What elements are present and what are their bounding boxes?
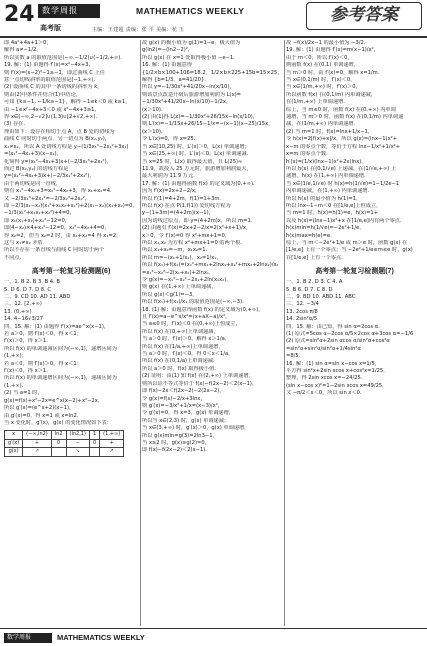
text-line: 得 x∈(−∞,2−√2]∪(1,3)∪[2+√2,+∞). <box>4 114 98 121</box>
text-line: (2) 证明：由(1) 知 f(x) 在(2,+∞) 上单调递增， <box>142 373 254 380</box>
table-cell: ↗ <box>23 448 52 456</box>
text-line: =sin²α+sin²α/sin²α+1/4sin²α <box>286 345 361 352</box>
text-line: h(x)max=h(e)=e. <box>286 232 332 239</box>
text-line: 即 f(x)−f(2x−2)＜2(x−1). <box>142 447 207 454</box>
text-line: 所以 y=−1/30x²+41/20x−ln(x/10)， <box>142 84 235 91</box>
text-line: 5. D 6. D 7. D 8. C <box>4 286 51 293</box>
column-divider-2 <box>284 40 285 626</box>
text-line: 曲线 C 同时切于两点，另一切点为 B(x₂,y₂)， <box>4 136 110 143</box>
text-line: 当 x 变化时，g′(x)，g(x) 的变化情况如下表： <box>4 419 112 426</box>
text-line: 即 −2/3(x₁−x₂)(x₁²+x₁x₂+x₂²)+2(x₁−x₂)(x₁+x₂)=0， <box>4 202 138 209</box>
text-line: 所以 f(x) 在(1/a,+∞)上单调递增， <box>142 343 224 350</box>
text-line: 令 g(x)=−x₁²−x₂²−2x₁+2ln(x₁x₂)， <box>142 277 232 283</box>
text-line: 所以 f(x₁)+f(x₂)=(x₁²+mx₁+2lnx₁+x₂²+mx₂+2lnx₂)/x₁ <box>142 262 279 269</box>
text-line: y−(1+3m)=(4+2m)(x−1)， <box>142 210 214 217</box>
text-line: 由 −1≤x²−4x+3＜0 或 x²−4x+3≥1， <box>4 106 100 113</box>
text-line: 而过 B(x₂,y₂) 的切线方程是 <box>4 165 69 172</box>
text-line: −1/3(x₁²+x₁x₂+x₂²)+4=0， <box>4 210 75 217</box>
text-line: (2) 当 a=1 时， <box>4 390 43 397</box>
text-line: (2) 原式=sin²α+2sin αcos α/sin²α+cos²α <box>286 338 390 345</box>
brand-block: 数学周报 <box>38 4 100 18</box>
text-line: (sin x−cos x)²=1−2sin xcos x=49/25. <box>286 382 384 389</box>
column-1-answers <box>4 279 138 427</box>
text-line: (2) 当 m=1 时，f(x)=lnx+1/x−1， <box>286 128 373 135</box>
text-line: 由于两切线是同一直线， <box>4 180 62 187</box>
text-line: 当 a＞0 时，f′(x)＜0，得 0＜x＜1/a， <box>142 351 234 358</box>
text-line: 若 a＞0，则 f′(x)＜0，得 x＜1； <box>4 331 82 338</box>
text-line: (1,+∞). <box>4 382 24 389</box>
text-line: 17. 解：(1) 由题得函数 f(x) 的定义域为(0,+∞). <box>142 180 255 187</box>
text-line: 即(4−x₂)×4+x₂²−12=0，x₂²−4x₂+4=0， <box>4 225 110 232</box>
text-line: 14. 4−16√3/27 <box>4 316 44 323</box>
text-line: h′(x)=(1/x)(lnx−1)x²+2x(lnx)， <box>286 158 367 165</box>
text-line: 当 x=25 时，L(x) 取得最大值，且 L(25)≈ <box>142 158 243 165</box>
text-line: 所以 h(x) 在(0,1/√e) 上递减，在(1/√e,+∞) 上 <box>286 165 397 172</box>
text-line: h(x)min=h(1/√e)=−2e²+1/e， <box>286 225 365 232</box>
table-cell: + <box>23 439 52 447</box>
text-line: 所以 lnx−1−m＜0 在[1/e,e]上恒成立， <box>286 202 382 209</box>
text-line: −1/30x²+41/20x−ln(x/10)−1/2x， <box>142 99 232 106</box>
text-line: 若 a＜0，则 f′(x)＞0，得 x＜1； <box>4 360 82 367</box>
text-line: (1,+∞)； <box>4 353 27 360</box>
answer-logo: 参考答案 <box>306 2 422 30</box>
text-line: 所以 f(x) 在点 P(1,f(1)) 处切线方程为 <box>142 202 231 209</box>
column-3-solutions <box>286 40 423 262</box>
text-line: 所以函数 f(x) 在(0,1/m) 内单调递减， <box>286 91 377 98</box>
text-line: f′(x)＜0，得 x＞1. <box>4 368 48 375</box>
text-line: 不同点. <box>4 254 22 261</box>
text-line: 令 g(x)=f(x)−2/x+3lnx， <box>142 395 206 402</box>
page-header <box>0 0 427 40</box>
text-line: 因为切线过原点，即 y=(4+2m)x，所以 m=1. <box>142 217 253 224</box>
text-line: (1) 原式=5cos α−2cos α/5×2cos α+3cos α=−1/6 <box>286 331 414 338</box>
edition-label: 高考版 <box>40 25 61 32</box>
text-line: 四、15. 解：由已知，得 sin α=2cos α. <box>286 323 380 330</box>
text-line: 内单调递减，在(1,+∞) 内单调递增. <box>286 188 370 195</box>
text-line: 四、15. 解：(1) 由题得 f′(x)=ae^x(x−1)， <box>4 323 110 330</box>
text-line: 三、12. [2,+∞) <box>4 301 42 308</box>
footer-title: MATHEMATICS WEEKLY <box>57 633 145 642</box>
text-line: 解得 {b=1/3，a=41/20}. <box>142 77 206 84</box>
text-line: =x₁²−x₂²−2(x₁+x₂)+2lnx₁. <box>142 269 211 276</box>
text-line: f′(x)＞0，得 x＞1. <box>4 338 48 345</box>
table-cell: (−∞,ln2) <box>23 431 52 439</box>
text-line: =8/5. <box>286 353 301 360</box>
text-line: 所以 f′(1)=4+2m，f(1)=1+3m. <box>142 195 222 202</box>
text-line: x−m 的零点个数，等价于方程 lnx−1/x²+1/x²+ <box>286 143 401 150</box>
text-line: 当 x≥2 时，g(x)≥g(2)=0， <box>142 439 210 446</box>
text-line: 所以当 x∈(2,3) 时，g(x) 单调递减； <box>142 417 230 424</box>
text-line: (x＞10). <box>142 128 163 135</box>
text-line: 则有 x₁²−4x₁+3=x₂²−4x₂+3，得 x₁+x₂=4. <box>4 188 112 195</box>
text-line: 在[1/e,e] 上有一个零点. <box>286 254 343 261</box>
text-line: 16. 解：(1) 由题意得 <box>142 62 193 69</box>
text-line: (2) 由(1)得 L(x)=−1/30x²+26/15x−ln(x/10)， <box>142 114 258 121</box>
table-cell: x <box>5 431 23 439</box>
text-line: 则由(2)中条件并结合(1)中结论， <box>4 91 81 98</box>
text-line: 整理，得 2sin xcos x=−24/25. <box>286 375 363 382</box>
text-line: 所以 h(x) 的最小值为 h(1)=1， <box>286 195 362 202</box>
table-cell: + <box>100 439 124 447</box>
text-line: 5. B 6. D 7. C 8. D <box>286 286 333 293</box>
text-line: 二、9. BD 10. ABD 11. ABC <box>286 294 356 300</box>
text-line: 则该景点改造升级后旅游增加利润为 L(x)= <box>142 91 242 98</box>
text-line: 19. 解：(1) 由题得 f′(x)=x²−4x+3， <box>4 62 94 69</box>
text-line: 一、1. B 2. D 3. C 4. A <box>286 279 343 286</box>
section-title-6: 高考第一轮复习检测题(6) <box>31 268 111 276</box>
column-1-solutions <box>4 40 138 262</box>
text-line: 所以 g(x)＜g(1)=−3， <box>142 291 198 298</box>
table-cell: 0 <box>89 439 99 447</box>
text-line: 13. (0,+∞) <box>4 308 32 315</box>
text-line: 所以 f(x) 在(0,+∞)上单调递减， <box>142 328 219 335</box>
column-3-answers <box>286 279 423 398</box>
text-line: 令 g′(x)=0，得 x=3，g(x) 单调递增， <box>142 410 234 417</box>
text-line: 则 g(x) 在(1,+∞) 上单调递减， <box>142 284 217 291</box>
text-line: 所以 g(x)min=g(3)=2ln3−1， <box>142 432 218 439</box>
text-line: 当 x∈(1/m,+∞) 时，f′(x)＞0， <box>286 84 361 91</box>
text-line: =(x₁²−4x₁+3)(x−x₁)， <box>4 151 62 158</box>
text-line: 所以 x₁,x₂ 为方程 x²+mx+1=0 的两个根. <box>142 239 242 246</box>
table-cell: ↘ <box>66 448 89 456</box>
text-line: 故 −f(x)/2x−1 的最小值为 −3/2. <box>286 40 366 46</box>
text-line: x=m 的零点个数. <box>286 151 328 158</box>
text-line: 递增，h(x) 在(1,+∞) 内单调递增. <box>286 173 366 180</box>
text-line: (3) 存在. <box>4 121 26 128</box>
text-line: 11.9，故投入 25 万元时，旅游增加利润最大， <box>142 165 252 172</box>
text-line: 18. (1) 解：由题意得函数 f(x) 的定义域为(0,+∞)， <box>142 306 264 313</box>
text-line: 所以 f(x) 的单调递减区间为(−∞,1)，递增区间为 <box>4 345 117 352</box>
text-line: 当 a＞0 时，f′(x)＞0，解得 x＞1/a， <box>142 336 231 343</box>
header-divider <box>0 36 427 38</box>
text-line: 则 g′(x)=−3/x²+1/x=(x−3)/x²， <box>142 402 223 409</box>
text-line: 减，在(1/m,+∞) 内单调递增. <box>286 121 356 128</box>
text-line: 所以 f(x₁)+f(x₂)/x₁ 的取值范围是(−∞,−3). <box>142 299 244 306</box>
text-line: 一、1. B 2. B 3. B 4. B <box>4 279 60 286</box>
editor-credits: 主编：王建超 责编：张 平 美编：花 玉 <box>92 27 185 33</box>
text-line: 所以 x₁+x₂=−m，x₁x₂=1. <box>142 247 208 254</box>
text-line: 所以实数 a 的取值范围是(−∞,−1/2)∪(−1/2,+∞). <box>4 54 122 61</box>
text-line: 递增，当 m＞0 时，函数 f(x) 在(0,1/m) 内单调递 <box>286 114 404 121</box>
text-line: 当 x∈(3,+∞) 时，g′(x)＞0，g(x) 单调递增， <box>142 425 250 432</box>
text-line: g(x)=f(x)+x²−2x=e^x(x−2)+x²−2x， <box>4 397 104 404</box>
text-line: 当 m=1 时，h(x)=h(1)=e，h(x)=1+ <box>286 210 379 217</box>
text-line: 平方得 sin²x+2sin xcos x+cos²x=1/25， <box>286 368 389 375</box>
text-line: 令 h(x)=2[f(x)+x]/x，所以 g(x)=(lnx−1)x²+ <box>286 136 398 143</box>
section-title-7: 高考第一轮复习检测题(7) <box>315 268 394 276</box>
table-row <box>5 448 124 456</box>
text-line: 所以 m=−(x₁+1/x₁)，x₂=1/x₁， <box>142 254 222 261</box>
page-footer <box>0 628 427 646</box>
table-cell <box>51 448 66 456</box>
column-divider-1 <box>140 40 141 626</box>
text-line: g(ln2)=−(ln2−2)²， <box>142 47 194 54</box>
text-line: 则所以证不等式等价于 f(x)−f(2x−2)＜2(x−1)， <box>142 380 258 387</box>
text-line: 19. 解：(1) 由题得 f′(x)=m(x−1)/x²， <box>286 47 379 54</box>
table-cell: 0 <box>51 439 66 447</box>
text-line: 13. 2cos π/8 <box>286 308 318 315</box>
text-line: 得 x₂=2，但当 x₂=2 时，由 x₁+x₂=4 得 x₁=2， <box>4 232 122 239</box>
text-line: y=(x₂²−4x₂+3)x+(−2/3x₂³+2x₂²)， <box>4 173 95 180</box>
table-cell: g(x) <box>5 448 23 456</box>
text-line: 即 4a²+4a+1＞0， <box>4 40 52 46</box>
text-line: 由 g′(x)=0，得 x=1 或 x=ln2. <box>4 412 79 419</box>
text-line: 可知 {k≥−1, −1/k≥−1}，解得 −1≤k＜0 或 k≥1， <box>4 99 131 106</box>
text-line: 因为 f′(x)=2x+2−2/x， <box>142 188 201 195</box>
text-line: x＞0，令 f′(x)=0 得 x²+mx+1=0， <box>142 232 230 239</box>
text-line: 解得 a≠−1/2， <box>4 47 42 54</box>
text-line: 所以不存在一条直线与曲线 C 同时切于两个 <box>4 247 105 254</box>
masthead-title: MATHEMATICS WEEKLY <box>136 6 245 16</box>
footer-brand: 数学周报 <box>4 633 52 643</box>
text-line: 理由如下：设存在相切于点 A，点 B 处的切线为 <box>4 128 115 135</box>
text-line: 当 x∈(0,1/m) 时，f′(x)＜0， <box>286 77 356 84</box>
text-line: [1/e,e] 上有一个零点；当 −2e²+1/e≤m≤e 时，g(x) <box>286 247 413 254</box>
text-line: 又 −π/2＜x＜0，所以 sin x＜0. <box>286 390 362 397</box>
table-cell: ln2 <box>51 431 66 439</box>
text-line: 故 g(x) 的极小值为 g(1)=1−e，极大值为 <box>142 40 241 46</box>
column-2-solutions <box>142 40 282 455</box>
table-cell: (1,+∞) <box>100 431 124 439</box>
text-line: 当 x∈[10,25) 时，L′(x)＞0，L(x) 单调递增； <box>142 143 250 150</box>
text-line: 以及 h(x)=(lnx−1)x²+x 在[1/e,e]内有两个零点. <box>286 217 402 224</box>
text-line: 二、9. CD 10. AD 11. ABD <box>4 294 71 300</box>
text-line: 由于 m＜0，所以 f′(x)＜0， <box>286 54 353 61</box>
table-cell: − <box>66 439 89 447</box>
text-line: 14. 2sin²α/5 <box>286 316 318 323</box>
text-line: 所以 f(x) 的单调递增区间为(−∞,1)，递减区间为 <box>4 375 117 382</box>
text-line: 最大利润为 11.9 万元. <box>142 173 195 180</box>
column-1 <box>4 40 138 626</box>
table-row <box>5 439 124 447</box>
column-3 <box>286 40 423 626</box>
text-line: 综上，当 m≤0 时，函数 f(x) 在(0,+∞) 内单调 <box>286 106 396 113</box>
text-line: 且 f′(x)=a−e^x/x²=(x+aX−a)/x²， <box>142 314 231 321</box>
variation-table <box>4 430 124 456</box>
text-line: 则 f′(x)=(x−2)²−1≥−1，即过曲线 C 上任 <box>4 69 106 76</box>
text-line: 意一点切线斜率的取值范围是[−1,+∞). <box>4 77 96 84</box>
text-line: 当 x∈(1/e,1/√e) 时 h(x)=h(1/√e)=1−1/2e−1 <box>286 180 400 187</box>
text-line: 化简得 y=(x₁²−4x₁+3)x+(−2/3x₁³+2x₁²). <box>4 158 109 165</box>
text-line: 即 x₁(x₁+x₂)+x₂²−12=0， <box>4 217 71 224</box>
text-line: 所以 g′(x)=(e^x+2)(x−1)， <box>4 405 75 412</box>
table-cell: 1 <box>89 431 99 439</box>
text-line: 这与 x₁≠x₂ 矛盾. <box>4 239 45 246</box>
table-row <box>5 431 124 439</box>
text-line: 16. 解：(1) sin α=sin x−cos x=1/5， <box>286 360 380 367</box>
page-number: 24 <box>4 2 35 27</box>
text-line: x₁≠x₂，所以 A 处切线方程是 y−(1/3x₁³−2x₁²+3x₁) <box>4 143 129 150</box>
text-line: 在(1/m,+∞) 上单调递增. <box>286 99 345 106</box>
text-line: 则函数 f(x) 在(0,1) 单调递增， <box>286 62 359 69</box>
text-line: 三、12. −3/4 <box>286 301 319 308</box>
text-line: 当 a≤0 时，f′(x)＜0 在(0,+∞)上恒成立， <box>142 321 241 328</box>
text-line: 则 L′(x)=−1/15x+26/15−1/x=−(x−1)(x−25)/15x， <box>142 121 274 128</box>
table-cell: g′(x) <box>5 439 23 447</box>
text-line: 当 x∈(25,+∞) 时，L′(x)＜0，L(x) 单调递减. <box>142 151 249 158</box>
table-cell: (ln2,1) <box>66 431 89 439</box>
column-2 <box>142 40 282 626</box>
text-line: 所以 a＞0 时，f(x) 取得极小值. <box>142 365 216 372</box>
text-line: 令 L′(x)=0，得 x=25. <box>142 136 196 143</box>
text-line: 所以 f(x) 在(0,1/a)上单调递减. <box>142 358 215 365</box>
text-line: 即 f(x)−2x＜f(2x−2)−2(2x−2)， <box>142 388 225 395</box>
text-line: {1/2×b×100+106=18.2，1/2×b×225+15b=15×25， <box>142 69 282 76</box>
text-line: 综上，当 m＜−2e²+1/e 或 m＞e 时，函数 g(x) 在 <box>286 239 408 246</box>
table-cell: ↗ <box>100 448 124 456</box>
text-line: (x＞10). <box>142 106 163 113</box>
text-line: (2) 由题有 f′(x)=2x+2−2/x=2(x²+x+1)/x， <box>142 225 252 232</box>
text-line: (2) 设曲线 C 的其中一条切线的斜率为 k， <box>4 84 103 91</box>
table-cell <box>89 448 99 456</box>
text-line: 所以 g(x) 在 x=1 处取得极小值 −e−1. <box>142 54 235 61</box>
text-line: 又 −2/3x₁³+2x₁²=−2/3x₂³+2x₂²， <box>4 195 90 202</box>
text-line: 当 m＞0 时，由 f′(x)=0，解得 x=1/m. <box>286 69 380 76</box>
